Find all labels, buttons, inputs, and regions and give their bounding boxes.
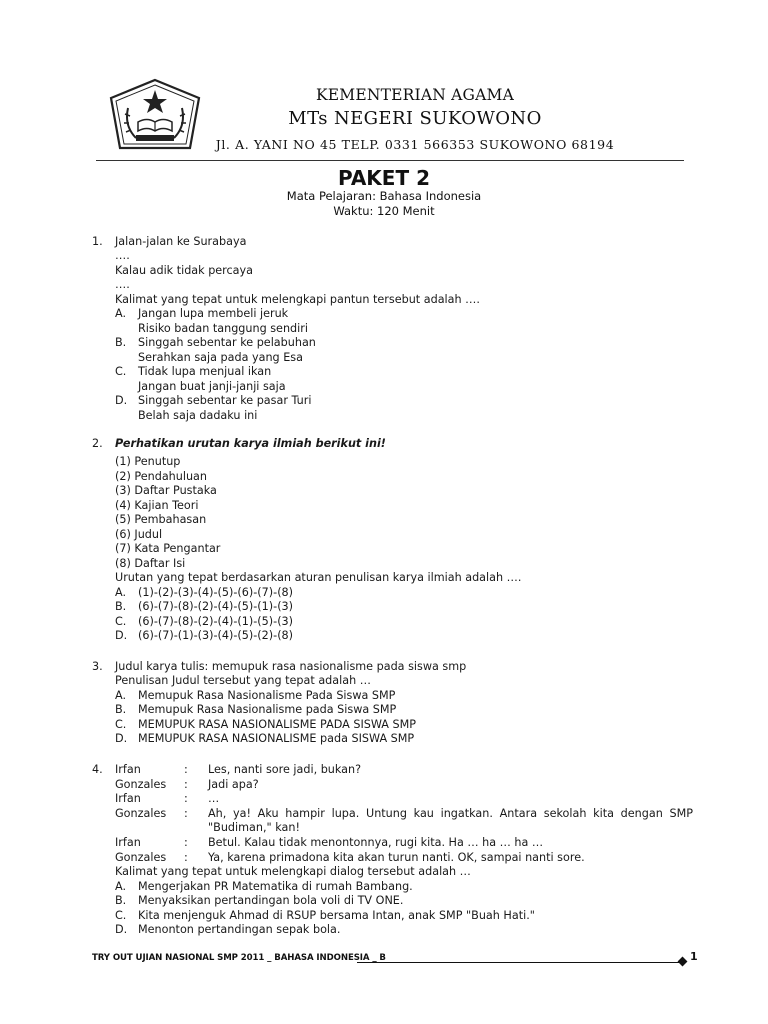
question-1-line: …. xyxy=(115,249,130,262)
q3-option-letter: B. xyxy=(115,703,127,716)
dialog-speaker: Gonzales xyxy=(115,851,167,864)
q2-option-letter: D. xyxy=(115,629,128,642)
question-1-number: 1. xyxy=(92,235,103,248)
ministry-emblem-icon xyxy=(106,78,204,156)
q2-item: (4) Kajian Teori xyxy=(115,499,199,512)
q4-option-letter: A. xyxy=(115,880,127,893)
q2-item: (2) Pendahuluan xyxy=(115,470,208,483)
dialog-utterance: Ah, ya! Aku hampir lupa. Untung kau ingatkan. Antara sekolah kita dengan SMP "Budiman," kan! xyxy=(208,807,693,834)
q2-option-letter: B. xyxy=(115,600,127,613)
q2-option-letter: C. xyxy=(115,615,127,628)
question-1-line: …. xyxy=(115,278,130,291)
dialog-colon: : xyxy=(184,778,188,791)
footer-diamond-icon xyxy=(678,957,688,967)
question-2-instruction: Perhatikan urutan karya ilmiah berikut ini! xyxy=(115,437,386,450)
q2-item: (1) Penutup xyxy=(115,455,181,468)
question-1-line: Kalau adik tidak percaya xyxy=(115,264,254,277)
dialog-colon: : xyxy=(184,851,188,864)
q1-option-b-line2: Serahkan saja pada yang Esa xyxy=(138,351,303,364)
dialog-utterance: Ya, karena primadona kita akan turun nanti. OK, sampai nanti sore. xyxy=(208,851,585,864)
q4-option-b: Menyaksikan pertandingan bola voli di TV ONE. xyxy=(138,894,404,907)
q1-option-d-line2: Belah saja dadaku ini xyxy=(138,409,258,422)
q2-option-b: (6)-(7)-(8)-(2)-(4)-(5)-(1)-(3) xyxy=(138,600,294,613)
dialog-utterance: Les, nanti sore jadi, bukan? xyxy=(208,763,362,776)
exam-subject: Mata Pelajaran: Bahasa Indonesia xyxy=(286,189,482,203)
q3-option-letter: C. xyxy=(115,718,127,731)
dialog-colon: : xyxy=(184,792,188,805)
dialog-colon: : xyxy=(184,763,188,776)
q1-option-letter: C. xyxy=(115,365,127,378)
school-name: MTs NEGERI SUKOWONO xyxy=(288,108,542,129)
dialog-colon: : xyxy=(184,836,188,849)
question-4-prompt: Kalimat yang tepat untuk melengkapi dialog tersebut adalah … xyxy=(115,865,471,878)
q2-item: (6) Judul xyxy=(115,528,163,541)
q2-item: (5) Pembahasan xyxy=(115,513,207,526)
q4-option-letter: C. xyxy=(115,909,127,922)
q3-option-letter: A. xyxy=(115,689,127,702)
dialog-colon: : xyxy=(184,807,188,820)
q3-option-c: MEMUPUK RASA NASIONALISME PADA SISWA SMP xyxy=(138,718,417,731)
dialog-speaker: Irfan xyxy=(115,836,141,849)
question-1-prompt: Kalimat yang tepat untuk melengkapi pantun tersebut adalah …. xyxy=(115,293,480,306)
header-divider xyxy=(96,160,684,161)
q2-item: (7) Kata Pengantar xyxy=(115,542,221,555)
q1-option-b-line1: Singgah sebentar ke pelabuhan xyxy=(138,336,316,349)
q4-option-c: Kita menjenguk Ahmad di RSUP bersama Intan, anak SMP "Buah Hati." xyxy=(138,909,535,922)
ministry-name: KEMENTERIAN AGAMA xyxy=(315,86,514,104)
footer-title: TRY OUT UJIAN NASIONAL SMP 2011 _ BAHASA INDONESIA _ B xyxy=(92,953,386,963)
page-number: 1 xyxy=(690,950,698,963)
q2-item: (8) Daftar Isi xyxy=(115,557,186,570)
dialog-utterance: … xyxy=(208,792,220,805)
q3-option-a: Memupuk Rasa Nasionalisme Pada Siswa SMP xyxy=(138,689,396,702)
q4-option-letter: D. xyxy=(115,923,128,936)
dialog-speaker: Irfan xyxy=(115,792,141,805)
q2-option-letter: A. xyxy=(115,586,127,599)
dialog-speaker: Gonzales xyxy=(115,807,167,820)
dialog-speaker: Gonzales xyxy=(115,778,167,791)
footer-rule xyxy=(357,962,683,963)
q2-item: (3) Daftar Pustaka xyxy=(115,484,217,497)
question-2-number: 2. xyxy=(92,437,103,450)
q3-option-d: MEMUPUK RASA NASIONALISME pada SISWA SMP xyxy=(138,732,415,745)
question-1-line: Jalan-jalan ke Surabaya xyxy=(115,235,247,248)
q4-option-a: Mengerjakan PR Matematika di rumah Bambang. xyxy=(138,880,413,893)
q1-option-c-line2: Jangan buat janji-janji saja xyxy=(138,380,286,393)
question-4-number: 4. xyxy=(92,763,103,776)
dialog-speaker: Irfan xyxy=(115,763,141,776)
q4-option-d: Menonton pertandingan sepak bola. xyxy=(138,923,341,936)
dialog-utterance: Betul. Kalau tidak menontonnya, rugi kita. Ha … ha … ha … xyxy=(208,836,544,849)
question-3-prompt: Penulisan Judul tersebut yang tepat adalah … xyxy=(115,674,371,687)
q2-option-a: (1)-(2)-(3)-(4)-(5)-(6)-(7)-(8) xyxy=(138,586,294,599)
q2-option-d: (6)-(7)-(1)-(3)-(4)-(5)-(2)-(8) xyxy=(138,629,294,642)
q1-option-a-line1: Jangan lupa membeli jeruk xyxy=(138,307,289,320)
exam-title: PAKET 2 xyxy=(338,166,430,190)
q3-option-b: Memupuk Rasa Nasionalisme pada Siswa SMP xyxy=(138,703,397,716)
q1-option-letter: A. xyxy=(115,307,127,320)
q1-option-letter: B. xyxy=(115,336,127,349)
q1-option-d-line1: Singgah sebentar ke pasar Turi xyxy=(138,394,312,407)
question-2-prompt: Urutan yang tepat berdasarkan aturan penulisan karya ilmiah adalah …. xyxy=(115,571,522,584)
question-3-number: 3. xyxy=(92,660,103,673)
exam-duration: Waktu: 120 Menit xyxy=(333,204,435,218)
school-address: Jl. A. YANI NO 45 TELP. 0331 566353 SUKOWONO 68194 xyxy=(215,137,615,152)
q2-option-c: (6)-(7)-(8)-(2)-(4)-(1)-(5)-(3) xyxy=(138,615,294,628)
q1-option-c-line1: Tidak lupa menjual ikan xyxy=(138,365,272,378)
question-3-line: Judul karya tulis: memupuk rasa nasionalisme pada siswa smp xyxy=(115,660,467,673)
q1-option-letter: D. xyxy=(115,394,128,407)
q4-option-letter: B. xyxy=(115,894,127,907)
q1-option-a-line2: Risiko badan tanggung sendiri xyxy=(138,322,308,335)
q3-option-letter: D. xyxy=(115,732,128,745)
dialog-utterance: Jadi apa? xyxy=(208,778,259,791)
